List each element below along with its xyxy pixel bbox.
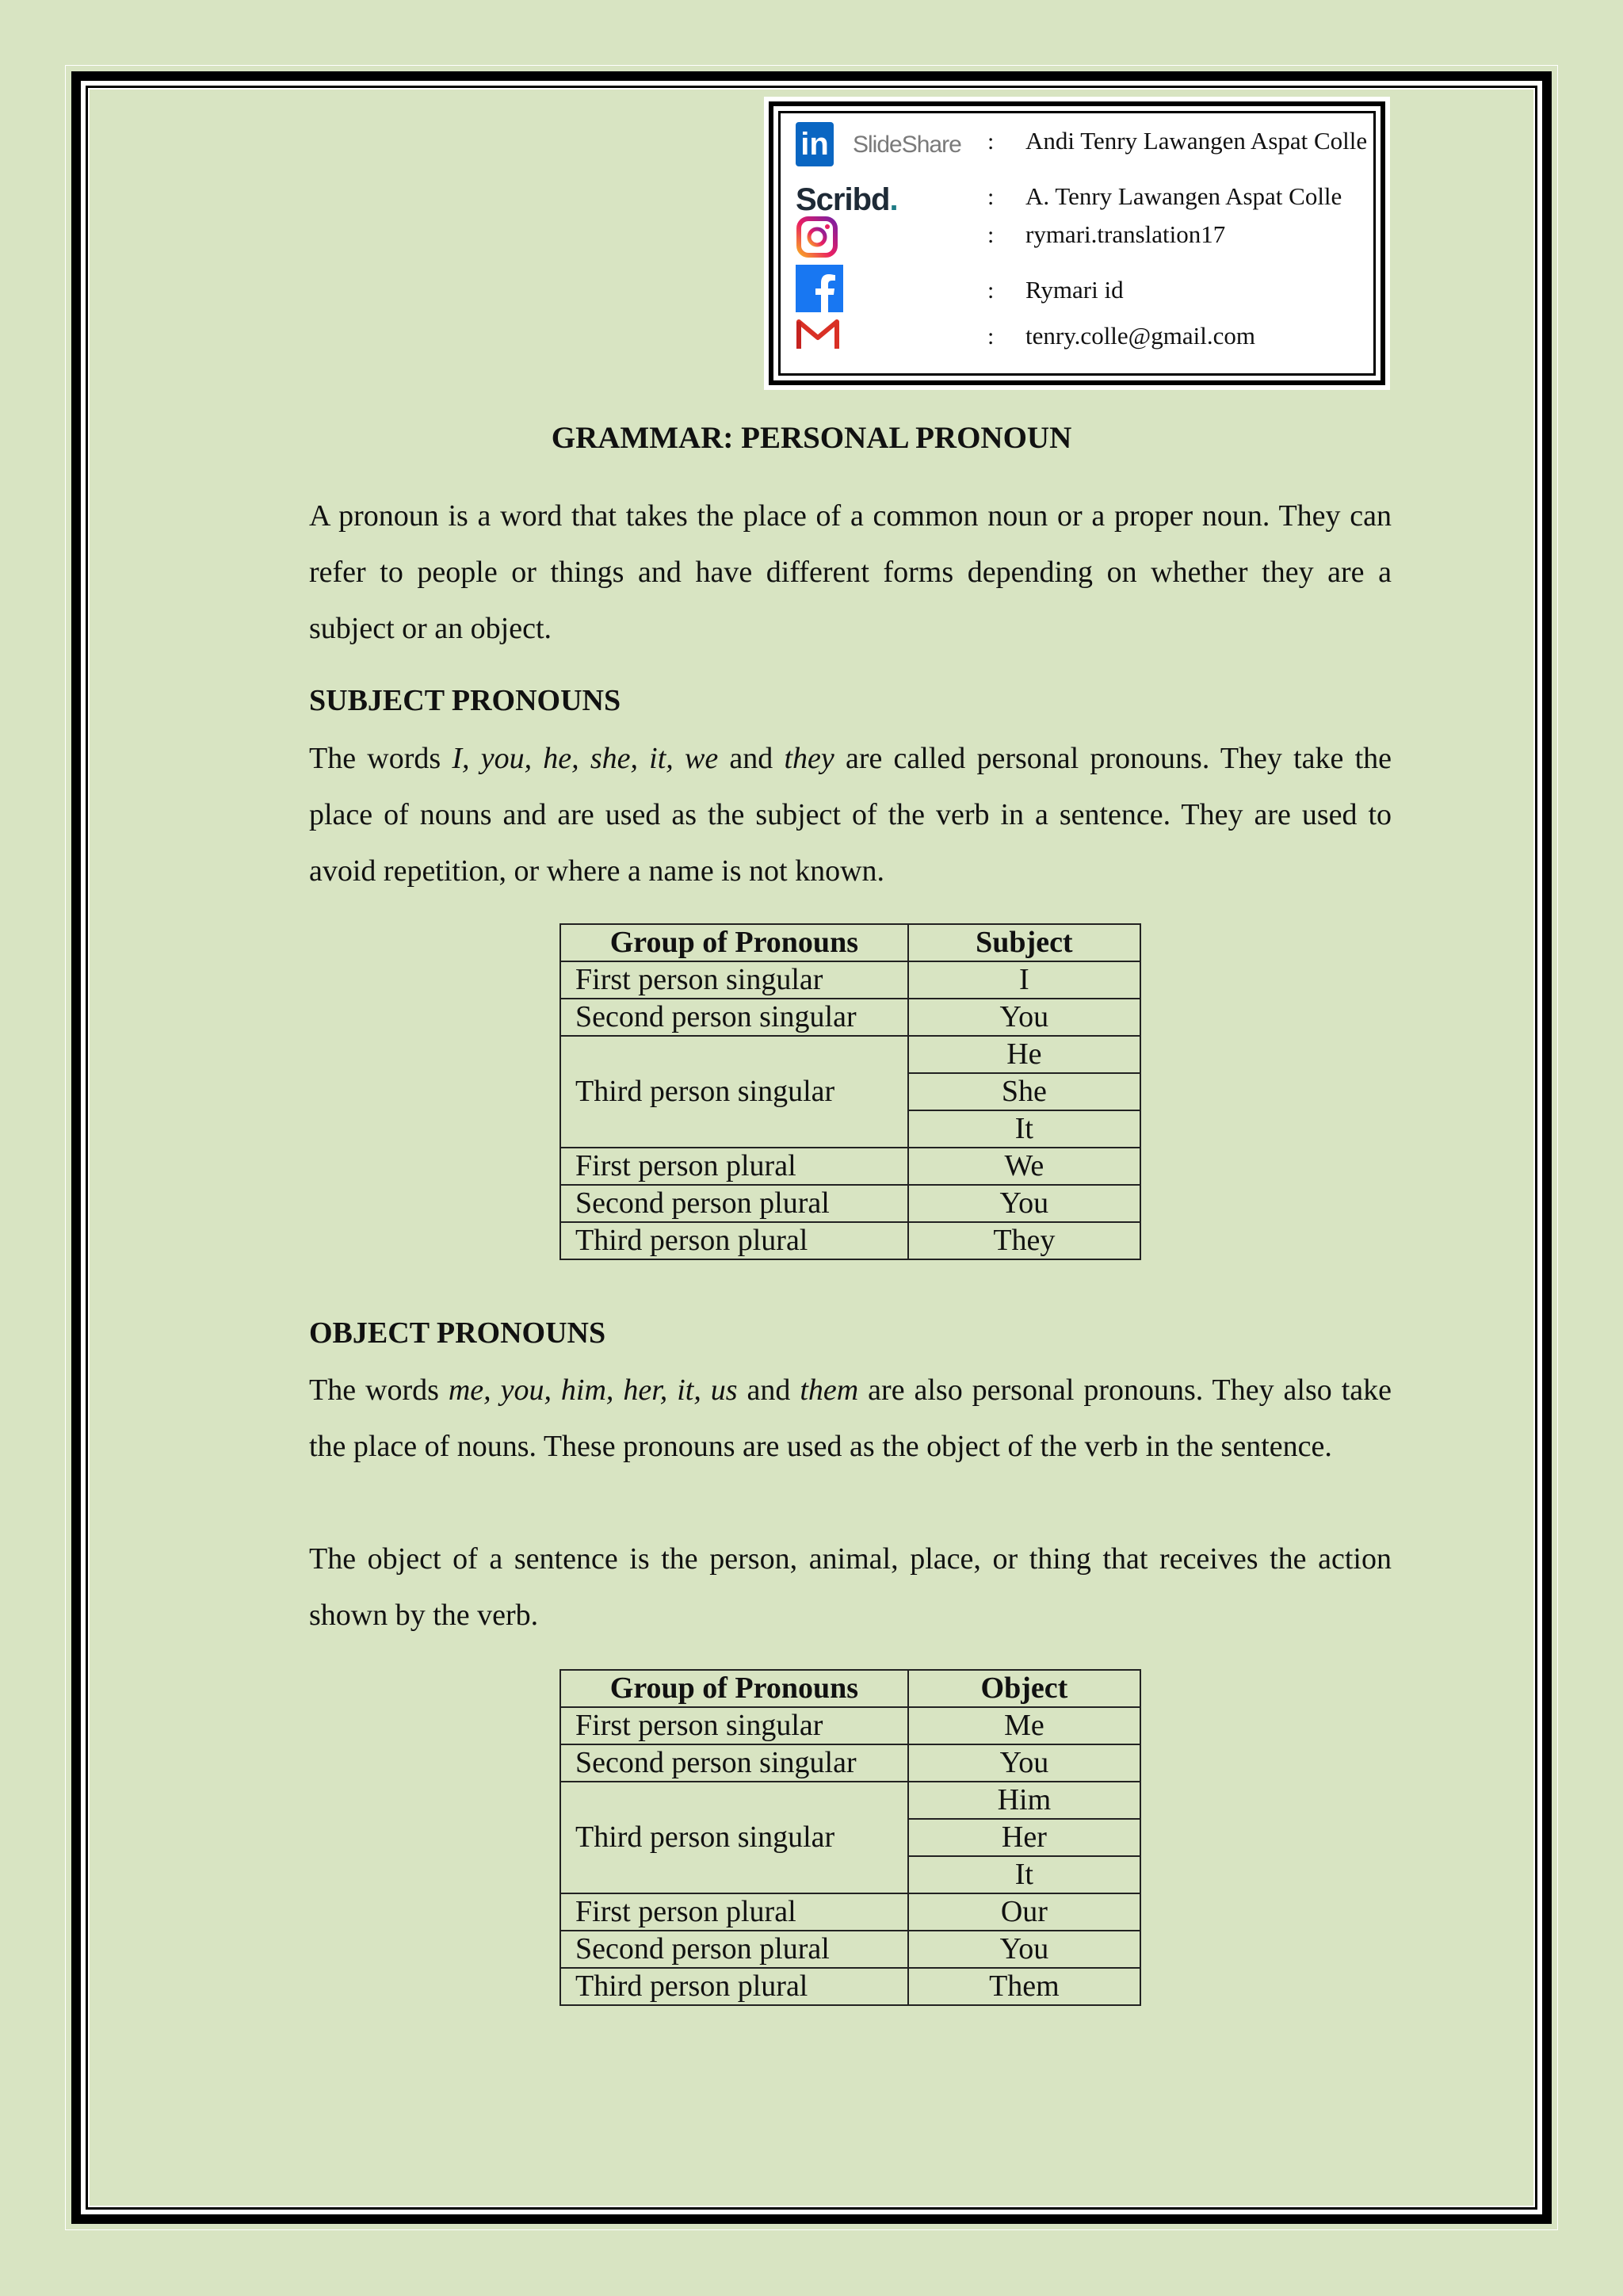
pronoun-cell: They [908,1222,1140,1259]
linkedin-icon: in [796,122,834,166]
table-header-row [560,1670,1140,1707]
gmail-icon [796,317,840,361]
contact-row-gmail [796,317,1366,361]
contact-value[interactable]: A. Tenry Lawangen Aspat Colle [1025,182,1342,210]
group-cell: First person plural [560,1893,908,1931]
object-paragraph [309,1362,1392,1475]
table-row [560,1707,1140,1744]
table-row [560,1222,1140,1259]
group-cell: Second person singular [560,999,908,1036]
object-table [559,1669,1141,2006]
pronoun-cell: Her [908,1819,1140,1856]
instagram-icon [796,216,840,260]
contact-separator: : [987,222,995,248]
object-heading: OBJECT PRONOUNS [309,1316,606,1350]
intro-paragraph: A pronoun is a word that takes the place of a common noun or a proper noun. They can refer to people or things and have different forms depending on whether they are a subject or an object. [309,499,1392,645]
subject-table [559,923,1141,1260]
contact-value[interactable]: rymari.translation17 [1025,220,1226,248]
pronoun-cell: We [908,1148,1140,1185]
group-cell: Third person plural [560,1968,908,2005]
text-run: The words [309,1373,449,1407]
pronoun-cell: Our [908,1893,1140,1931]
pronoun-cell: Him [908,1782,1140,1819]
table-header-object: Object [908,1670,1140,1707]
text-run: are called personal pronouns. They take the place of nouns and are used as the subject of the verb in a sentence. They are used to avoid repetition, or where a name is not known. [309,742,1392,888]
text-run: The words [309,742,453,775]
pronoun-cell: He [908,1036,1140,1073]
pronoun-cell: It [908,1856,1140,1893]
contact-row-instagram [796,216,1366,260]
group-cell: Third person singular [560,1782,908,1893]
table-row [560,1744,1140,1782]
group-cell: Third person singular [560,1036,908,1148]
contact-value[interactable]: Rymari id [1025,276,1124,304]
slideshare-label: SlideShare [853,132,961,158]
group-cell: Third person plural [560,1222,908,1259]
group-cell: First person singular [560,1707,908,1744]
contact-separator: : [987,184,995,210]
pronoun-cell: You [908,1185,1140,1222]
table-row [560,1185,1140,1222]
pronoun-cell: You [908,1931,1140,1968]
contact-value[interactable]: tenry.colle@gmail.com [1025,322,1255,350]
table-row [560,1893,1140,1931]
text-run: and [737,1373,800,1407]
contact-separator: : [987,323,995,350]
scribd-wordmark: Scribd [796,182,890,217]
text-run: are also personal pronouns. They also take the place of nouns. These pronouns are used as the object of the verb in the sentence. [309,1373,1392,1463]
group-cell: First person plural [560,1148,908,1185]
table-row [560,999,1140,1036]
table-row [560,1036,1140,1073]
table-row [560,961,1140,999]
pronoun-cell: I [908,961,1140,999]
table-header-group: Group of Pronouns [560,924,908,961]
group-cell: Second person singular [560,1744,908,1782]
table-row [560,1931,1140,1968]
pronoun-cell: She [908,1073,1140,1110]
group-cell: Second person plural [560,1185,908,1222]
pronoun-cell: Me [908,1707,1140,1744]
subject-heading: SUBJECT PRONOUNS [309,684,621,717]
italic-run: they [784,742,834,775]
italic-run: them [800,1373,859,1407]
subject-paragraph [309,731,1392,900]
contact-card [764,97,1390,390]
contact-row-facebook [796,265,1366,309]
italic-run: me, you, him, her, it, us [448,1373,738,1407]
contact-separator: : [987,277,995,304]
page-title: GRAMMAR: PERSONAL PRONOUN [551,421,1072,455]
contact-value[interactable]: Andi Tenry Lawangen Aspat Colle [1025,127,1368,155]
pronoun-cell: You [908,1744,1140,1782]
table-header-group: Group of Pronouns [560,1670,908,1707]
group-cell: Second person plural [560,1931,908,1968]
facebook-icon [796,265,843,309]
pronoun-cell: Them [908,1968,1140,2005]
table-row [560,1782,1140,1819]
table-row [560,1148,1140,1185]
text-run: and [718,742,785,775]
pronoun-cell: You [908,999,1140,1036]
italic-run: I, you, he, she, it, we [452,742,719,775]
table-row [560,1968,1140,2005]
pronoun-cell: It [908,1110,1140,1148]
table-header-subject: Subject [908,924,1140,961]
group-cell: First person singular [560,961,908,999]
scribd-icon: Scribd. [796,182,898,217]
object-paragraph-2: The object of a sentence is the person, animal, place, or thing that receives the action shown by the verb. [309,1542,1392,1632]
table-header-row [560,924,1140,961]
contact-row-linkedin [796,122,1366,166]
contact-separator: : [987,128,995,155]
